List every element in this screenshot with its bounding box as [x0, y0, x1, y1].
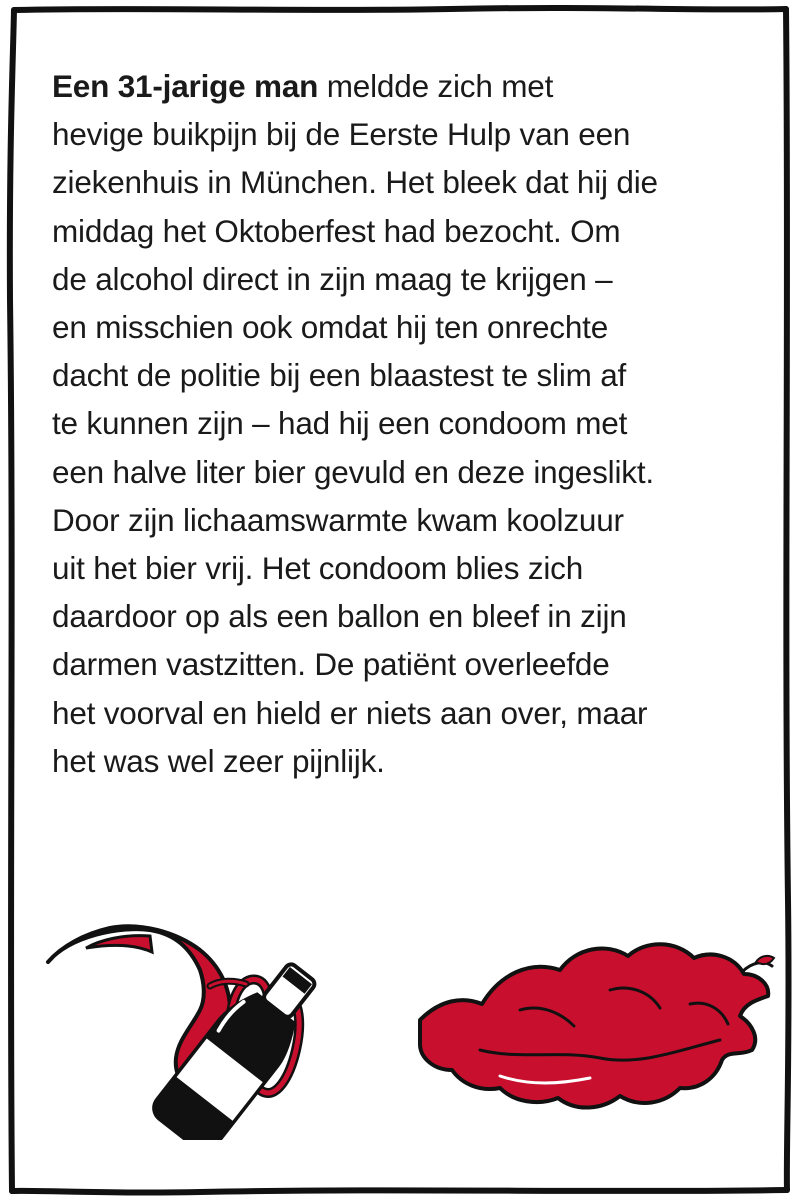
story-line-4: middag het Oktoberfest had bezocht. Om — [52, 212, 621, 249]
story-lead: Een 31-jarige man — [52, 68, 319, 104]
story-line-10: Door zijn lichaamswarmte kwam koolzuur — [52, 501, 624, 538]
story-line-15: het was wel zeer pijnlijk. — [52, 742, 385, 779]
story-line-3: ziekenhuis in München. Het bleek dat hij die — [52, 164, 658, 201]
story-line-5: de alcohol direct in zijn maag te krijgen – — [52, 260, 613, 297]
story-line-14: het voorval en hield er niets aan over, maar — [52, 694, 648, 731]
story-line-12: daardoor op als een ballon en bleef in zijn — [52, 598, 627, 635]
story-line-11: uit het bier vrij. Het condoom blies zich — [52, 550, 584, 587]
story-line-13: darmen vastzitten. De patiënt overleefde — [52, 646, 610, 683]
story-line-9: een halve liter bier gevuld en deze ingeslikt. — [52, 453, 654, 490]
story-line-1: Een 31-jarige man meldde zich met — [52, 68, 554, 104]
spilled-wine-bottle-icon — [0, 900, 799, 1140]
story-line-6: en misschien ook omdat hij ten onrechte — [52, 309, 609, 346]
story-line-8: te kunnen zijn – had hij een condoom met — [52, 405, 628, 442]
story-text — [52, 62, 764, 785]
story-line-7: dacht de politie bij een blaastest te slim af — [52, 357, 627, 394]
story-line-2: hevige buikpijn bij de Eerste Hulp van een — [52, 116, 631, 153]
